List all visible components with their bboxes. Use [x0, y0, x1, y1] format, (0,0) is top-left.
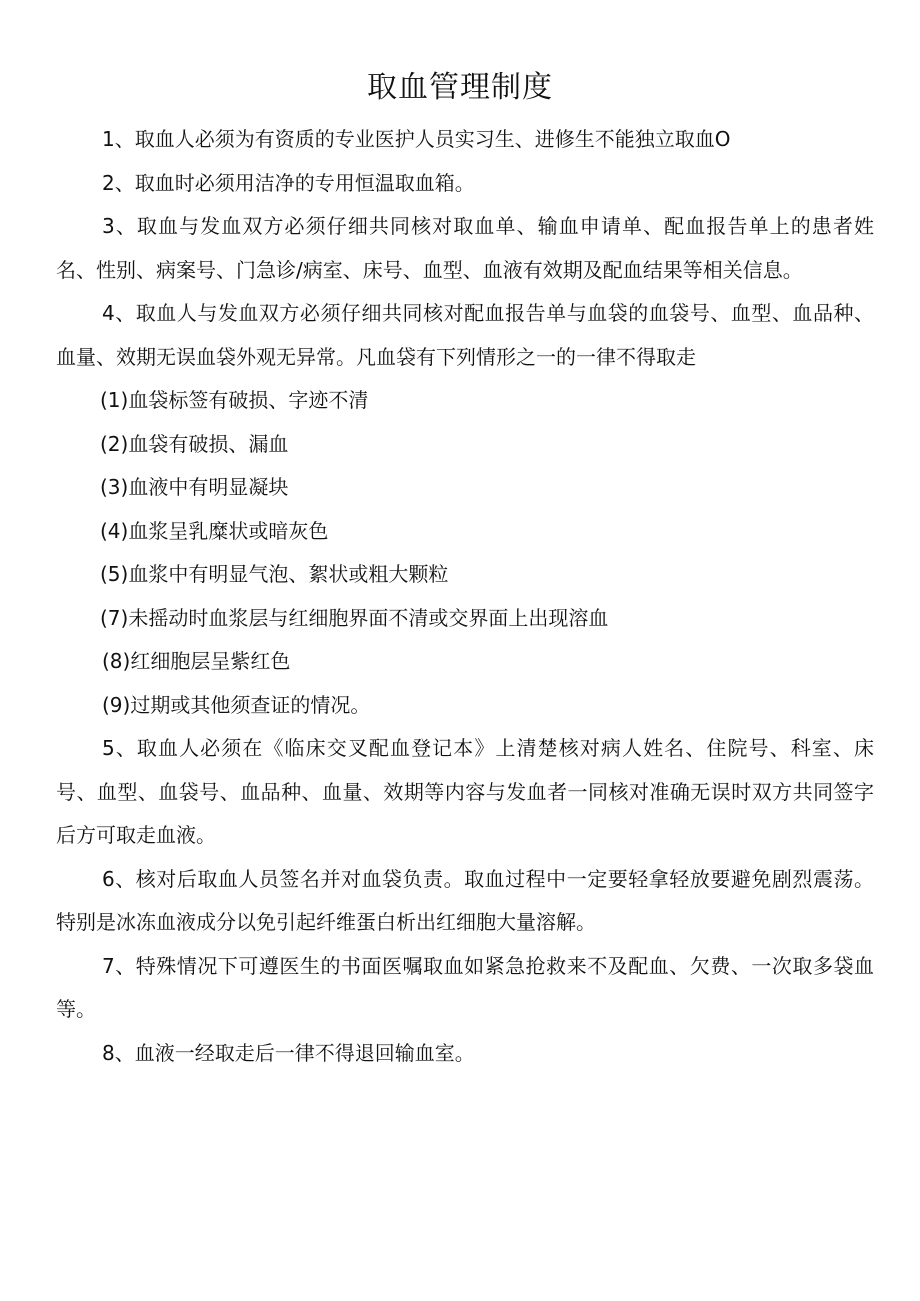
rule-3: 3、取血与发血双方必须仔细共同核对取血单、输血申请单、配血报告单上的患者姓名、性别、病案号、门急诊/病室、床号、血型、血液有效期及配血结果等相关信息。 — [56, 214, 874, 282]
document-title: 取血管理制度 — [367, 70, 553, 105]
rule-4: 4、取血人与发血双方必须仔细共同核对配血报告单与血袋的血袋号、血型、血品种、血量、效期无误血袋外观无异常。凡血袋有下列情形之一的一律不得取走 — [56, 301, 874, 369]
condition-item: (7)未摇动时血浆层与红细胞界面不清或交界面上出现溶血 — [100, 605, 609, 630]
condition-item: (1)血袋标签有破损、字迹不清 — [100, 388, 369, 412]
condition-item: (9)过期或其他须查证的情况。 — [102, 692, 371, 717]
condition-item: (8)红细胞层呈紫红色 — [102, 649, 291, 673]
rule-2: 2、取血时必须用洁净的专用恒温取血箱。 — [102, 170, 475, 195]
rule-8: 8、血液一经取走后一律不得退回输血室。 — [102, 1040, 475, 1065]
rule-6: 6、核对后取血人员签名并对血袋负责。取血过程中一定要轻拿轻放要避免剧烈震荡。特别是冰冻血液成分以免引起纤维蛋白析出红细胞大量溶解。 — [56, 866, 874, 934]
rule-7: 7、特殊情况下可遵医生的书面医嘱取血如紧急抢救来不及配血、欠费、一次取多袋血等。 — [56, 953, 874, 1021]
condition-item: (3)血液中有明显凝块 — [100, 475, 289, 499]
rule-5: 5、取血人必须在《临床交叉配血登记本》上清楚核对病人姓名、住院号、科室、床号、血型、血袋号、血品种、血量、效期等内容与发血者一同核对准确无误时双方共同签字后方可取走血液。 — [56, 736, 874, 847]
document-body — [56, 118, 874, 1075]
rule-1: 1、取血人必须为有资质的专业医护人员实习生、进修生不能独立取血O — [102, 127, 731, 151]
condition-item: (4)血浆呈乳糜状或暗灰色 — [100, 518, 329, 543]
condition-item: (5)血浆中有明显气泡、絮状或粗大颗粒 — [100, 562, 449, 586]
condition-item: (2)血袋有破损、漏血 — [100, 431, 289, 456]
